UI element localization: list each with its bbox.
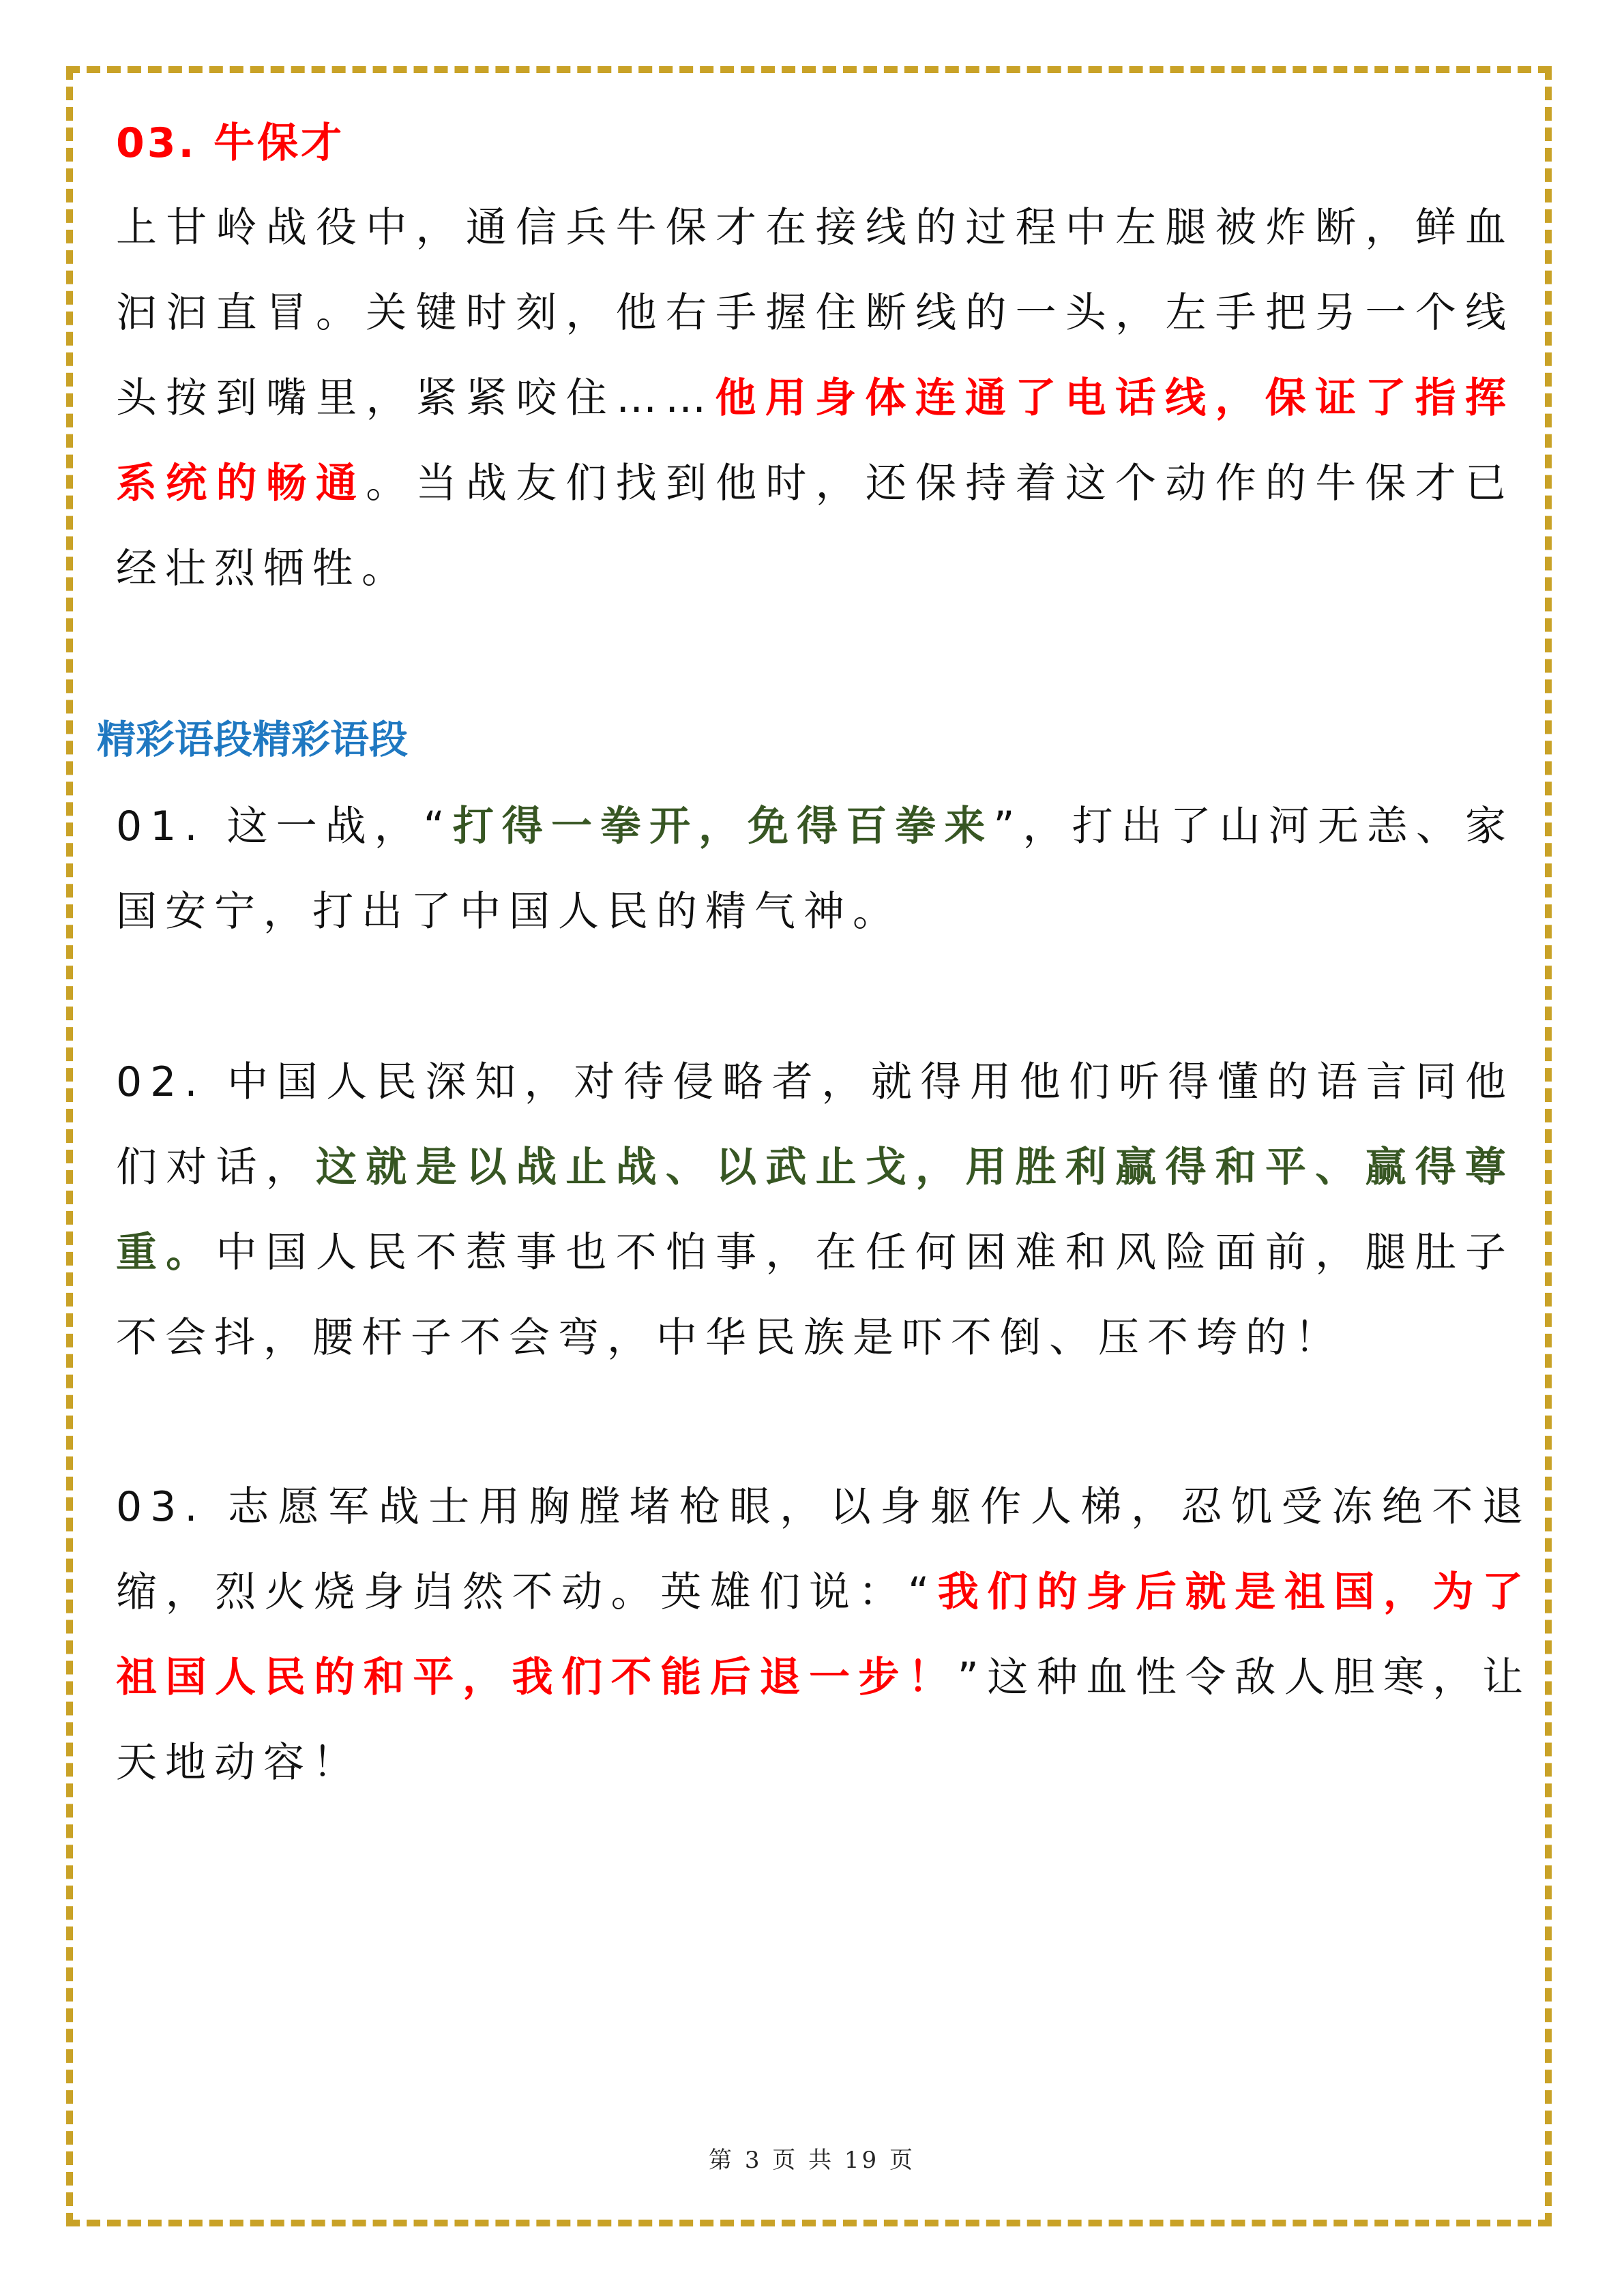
section-title: 精彩语段精彩语段 <box>97 717 408 762</box>
excerpt-01-text: 01. 这一战，“ <box>116 803 453 850</box>
excerpt-02-text-end: 中国人民不惹事也不怕事，在任何困难和风险面前，腿肚子不会抖，腰杆子不会弯，中华民族是吓不倒、压不垮的！ <box>116 1229 1515 1362</box>
excerpt-02-highlight: 这就是以战止战、以武止戈，用胜利赢得和平、赢得尊重。 <box>116 1144 1515 1277</box>
page-number: 第 3 页 共 19 页 <box>709 2147 915 2174</box>
story-text: 上甘岭战役中，通信兵牛保才在接线的过程中左腿被炸断，鲜血汩汩直冒。关键时刻，他右手握住断线的一头，左手把另一个线头按到嘴里，紧紧咬住…… <box>116 204 1514 422</box>
excerpt-03 <box>116 1465 1531 1806</box>
excerpt-01 <box>116 784 1514 955</box>
excerpt-01-text-end: ”，打出了山河无恙、家国安宁，打出了中国人民的精气神。 <box>116 803 1514 936</box>
story-heading: 03. 牛保才 <box>116 119 345 167</box>
excerpt-03-highlight: 我们的身后就是祖国，为了祖国人民的和平，我们不能后退一步！ <box>116 1568 1532 1701</box>
heading-block <box>116 116 1514 170</box>
excerpt-02-text: 02. 中国人民深知，对待侵略者，就得用他们听得懂的语言同他们对话， <box>116 1058 1514 1191</box>
story-text-end: 。当战友们找到他时，还保持着这个动作的牛保才已经壮烈牺牲。 <box>116 460 1514 593</box>
excerpt-03-text-end: ”这种血性令敌人胆寒，让天地动容！ <box>116 1654 1531 1787</box>
excerpt-03-text: 03. 志愿军战士用胸膛堵枪眼，以身躯作人梯，忍饥受冻绝不退缩，烈火烧身岿然不动。英雄们说：“ <box>116 1483 1531 1616</box>
story-highlight: 他用身体连通了电话线，保证了指挥系统的畅通 <box>116 374 1515 507</box>
excerpt-01-highlight: 打得一拳开，免得百拳来 <box>452 803 994 850</box>
story-paragraph <box>116 185 1514 612</box>
excerpt-02 <box>116 1040 1514 1381</box>
